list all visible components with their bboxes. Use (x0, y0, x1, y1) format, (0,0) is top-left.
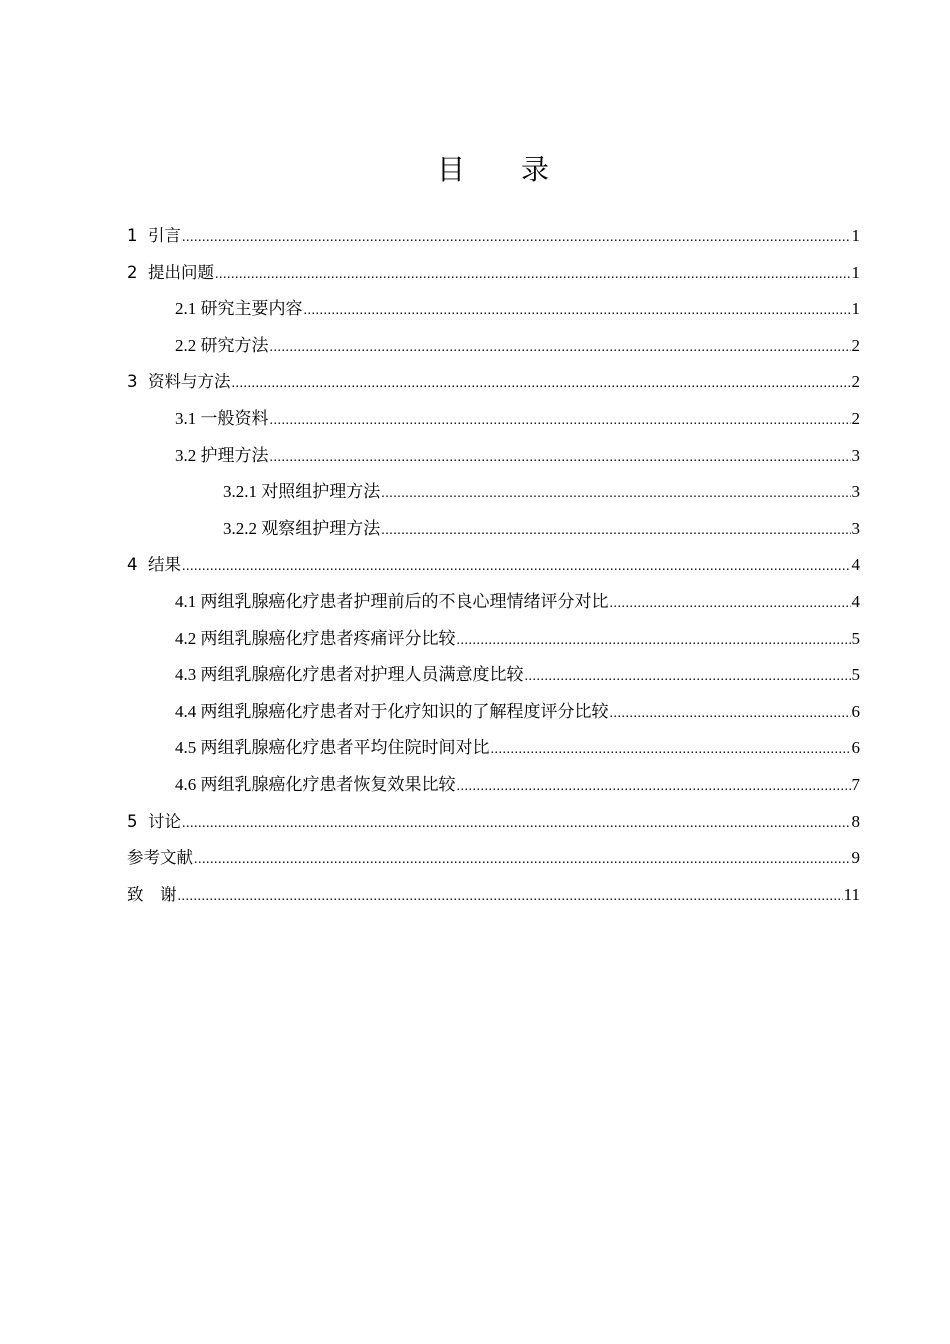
toc-title: 目 录 (436, 153, 549, 186)
toc-dot-leader (232, 366, 851, 403)
toc-dot-leader (194, 842, 851, 879)
toc-entry-label: 3.2 护理方法 (175, 445, 269, 465)
toc-entry-page-number: 3 (851, 518, 860, 538)
toc-entry-label: 4.2 两组乳腺癌化疗患者疼痛评分比较 (175, 628, 456, 648)
toc-entry-page-number: 1 (851, 299, 860, 319)
toc-dot-leader (182, 220, 851, 257)
toc-entry-page-number: 11 (843, 884, 860, 904)
toc-entry-label: 致 谢 (127, 884, 177, 904)
toc-entry[interactable] (127, 218, 860, 255)
toc-entry[interactable] (127, 767, 860, 804)
toc-entry-page-number: 3 (851, 445, 860, 465)
toc-entry-label: 5 讨论 (127, 811, 181, 831)
toc-entry[interactable] (127, 401, 860, 438)
toc-entry-page-number: 2 (851, 372, 860, 392)
toc-entry-label: 4 结果 (127, 555, 181, 575)
toc-dot-leader (381, 476, 850, 513)
toc-dot-leader (457, 623, 851, 660)
toc-entry-label: 3.2.1 对照组护理方法 (223, 482, 381, 502)
toc-entry[interactable] (127, 584, 860, 621)
toc-entry[interactable] (127, 328, 860, 365)
toc-entry-page-number: 4 (851, 555, 860, 575)
toc-entry[interactable] (127, 694, 860, 731)
toc-entry-page-number: 5 (851, 628, 860, 648)
toc-entry-label: 4.1 两组乳腺癌化疗患者护理前后的不良心理情绪评分对比 (175, 591, 609, 611)
toc-entry-label: 2 提出问题 (127, 262, 214, 282)
toc-dot-leader (182, 806, 851, 843)
toc-entry-label: 2.1 研究主要内容 (175, 299, 303, 319)
toc-entry[interactable] (127, 511, 860, 548)
toc-entry[interactable] (127, 621, 860, 658)
toc-entry-label: 4.4 两组乳腺癌化疗患者对于化疗知识的了解程度评分比较 (175, 701, 609, 721)
toc-dot-leader (304, 293, 851, 330)
toc-dot-leader (215, 257, 851, 294)
toc-entry[interactable] (127, 364, 860, 401)
toc-entry-page-number: 1 (851, 262, 860, 282)
toc-entry-label: 3 资料与方法 (127, 372, 231, 392)
toc-entry-label: 2.2 研究方法 (175, 335, 269, 355)
toc-entry-label: 1 引言 (127, 226, 181, 245)
toc-entry-label: 3.2.2 观察组护理方法 (223, 518, 381, 538)
toc-entry-page-number: 8 (851, 811, 860, 831)
toc-dot-leader (610, 586, 851, 623)
toc-entry[interactable] (127, 840, 860, 877)
toc-dot-leader (270, 403, 851, 440)
toc-entry-page-number: 5 (851, 665, 860, 685)
toc-entry-page-number: 1 (851, 226, 860, 245)
toc-entry[interactable] (127, 804, 860, 841)
toc-entry[interactable] (127, 255, 860, 292)
toc-entry-page-number: 9 (851, 848, 860, 868)
toc-entry[interactable] (127, 547, 860, 584)
toc-entry-page-number: 2 (851, 408, 860, 428)
toc-dot-leader (457, 769, 851, 806)
toc-entry-page-number: 2 (851, 335, 860, 355)
toc-entry-label: 参考文献 (127, 848, 193, 868)
toc-dot-leader (525, 659, 851, 696)
toc-entry[interactable] (127, 877, 860, 914)
toc-dot-leader (270, 440, 851, 477)
toc-dot-leader (270, 330, 851, 367)
toc-entry-label: 4.6 两组乳腺癌化疗患者恢复效果比较 (175, 774, 456, 794)
toc-entry-page-number: 7 (851, 774, 860, 794)
toc-entry[interactable] (127, 657, 860, 694)
toc-dot-leader (491, 732, 851, 769)
toc-entry-page-number: 6 (851, 701, 860, 721)
toc-dot-leader (178, 879, 843, 916)
toc-entry-label: 4.3 两组乳腺癌化疗患者对护理人员满意度比较 (175, 665, 524, 685)
toc-list (127, 218, 860, 913)
toc-dot-leader (182, 549, 851, 586)
toc-entry-label: 3.1 一般资料 (175, 408, 269, 428)
toc-entry-label: 4.5 两组乳腺癌化疗患者平均住院时间对比 (175, 738, 490, 758)
toc-entry-page-number: 6 (851, 738, 860, 758)
toc-entry[interactable] (127, 730, 860, 767)
toc-entry[interactable] (127, 474, 860, 511)
toc-entry-page-number: 4 (851, 591, 860, 611)
toc-dot-leader (610, 696, 851, 733)
toc-entry-page-number: 3 (851, 482, 860, 502)
toc-entry[interactable] (127, 291, 860, 328)
toc-entry[interactable] (127, 438, 860, 475)
toc-dot-leader (381, 513, 850, 550)
